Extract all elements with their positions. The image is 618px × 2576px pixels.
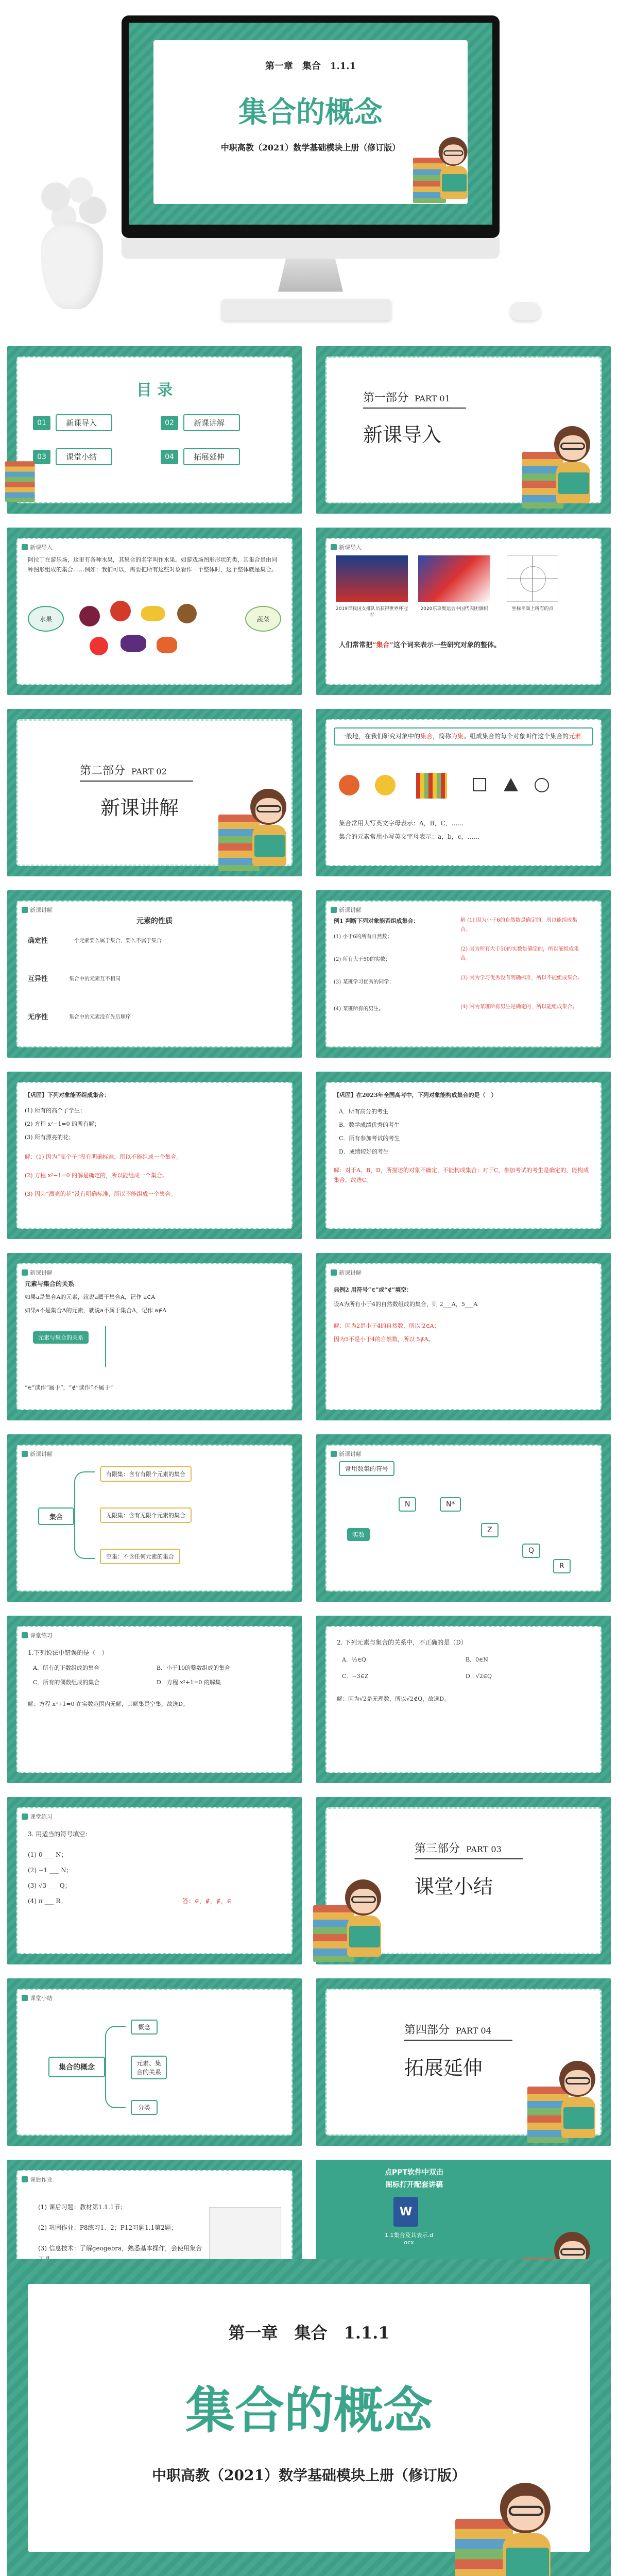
practice-q3: (3) √3 ___ Q；	[28, 1882, 71, 1889]
exercise-a1: 解：(1) 因为“高个子”没有明确标准，所以不能组成一个集合。	[25, 1154, 182, 1160]
vegetable-label-bubble: 蔬菜	[245, 606, 281, 632]
example-a4: (4) 因为某班所有男生是确定的，所以能组成集合。	[460, 1004, 578, 1010]
practice-title: 3. 用适当的符号填空：	[28, 1831, 92, 1838]
real-number-node: 实数	[347, 1528, 370, 1541]
girl-illustration	[313, 1874, 390, 1962]
monitor	[122, 15, 500, 238]
cover-subtitle: 中职高教（2021）数学基础模块上册（修订版）	[220, 143, 401, 152]
option-c: C．所有参加考试的考生	[339, 1135, 400, 1142]
toc-item-1[interactable]: 01 新课导入	[33, 414, 112, 431]
photo-caption-3: 坐标平面上所有的点	[511, 606, 554, 612]
slide-tag: 课堂练习	[22, 1812, 53, 1821]
property-3: 无序性	[28, 1013, 48, 1021]
fruit-label-bubble: 水果	[28, 606, 64, 632]
example-q2: (2) 所有大于50的实数；	[334, 957, 391, 962]
slide-set-classification[interactable]	[7, 1434, 302, 1602]
final-chapter: 第一章 集合 1.1.1	[228, 2323, 390, 2343]
exercise-title: 【巩固】下列对象能否组成集合：	[25, 1092, 110, 1098]
slide-tag: 新课讲解	[331, 906, 362, 914]
slide-example-2[interactable]	[316, 1253, 611, 1420]
slide-intro-fruits[interactable]	[7, 528, 302, 695]
exercise-a2: (2) 方程 x²−1=0 的解是确定的，所以能组成一个集合。	[25, 1172, 168, 1179]
part-divider	[404, 2040, 512, 2041]
example-title: 典例2 用符号“∈”或“∉”填空：	[334, 1286, 413, 1293]
slide-tag: 新课讲解	[331, 1268, 362, 1277]
option-b: B．0∈N	[466, 1656, 488, 1663]
part-divider	[80, 781, 193, 782]
practice-answer: 解：因为√2是无理数，所以√2∉Q，故选D。	[337, 1696, 450, 1702]
option-a: A．½∈Q	[342, 1656, 366, 1663]
option-a: A．所有高分的考生	[339, 1108, 388, 1115]
option-d: D．方程 x²+1=0 的解集	[157, 1679, 221, 1686]
girl-illustration	[5, 439, 61, 502]
membership-rule-2: 如果a不是集合A的元素，就说a不属于集合A，记作 a∉A	[25, 1307, 167, 1314]
slide-element-properties[interactable]	[7, 890, 302, 1058]
monitor-screen	[129, 23, 492, 225]
notice-line-1: 点PPT软件中双击	[384, 2168, 444, 2177]
part-title: 课堂小结	[415, 1875, 493, 1898]
option-b: B．数学成绩优秀的考生	[339, 1122, 400, 1128]
property-1: 确定性	[28, 937, 48, 945]
slide-intro-photos[interactable]	[316, 528, 611, 695]
slide-exercise-2[interactable]	[316, 1072, 611, 1239]
final-title: 集合的概念	[185, 2382, 433, 2439]
monitor-chin	[122, 238, 500, 259]
slide-summary[interactable]	[7, 1978, 302, 2146]
example-q1: (1) 小于6的所有自然数；	[334, 934, 392, 940]
definition-box: 一般地，在我们研究对象中的集合，简称为集。组成集合的每个对象叫作这个集合的元素	[334, 727, 593, 745]
membership-note: “∈”读作“属于”，“∉”读作“不属于”	[25, 1384, 113, 1391]
homework-line-1: (1) 课后习题：教材第1.1.1节；	[38, 2204, 127, 2211]
notice-line-2: 图标打开配套讲稿	[385, 2181, 443, 2189]
slide-part-04[interactable]	[316, 1978, 611, 2146]
final-subtitle: 中职高教（2021）数学基础模块上册（修订版）	[152, 2467, 466, 2484]
example-q1: 设A为所有小于4的自然数组成的集合，则 2___A，5___A	[334, 1301, 478, 1308]
part-title: 新课导入	[363, 423, 442, 446]
slide-tag: 新课导入	[22, 543, 53, 551]
membership-heading: 元素与集合的关系	[25, 1280, 75, 1287]
property-1-desc: 一个元素要么属于集合，要么不属于集合	[69, 938, 162, 944]
software-screenshot	[209, 2207, 281, 2264]
photo-caption-2: 2020东京奥运会中国代表团旗帜	[420, 606, 488, 612]
word-file-icon[interactable]: W	[393, 2197, 418, 2227]
option-c: C．所有的偶数组成的集合	[33, 1679, 100, 1686]
slide-number-sets[interactable]	[316, 1434, 611, 1602]
slide-toc[interactable]	[7, 346, 302, 514]
example-title: 例1 判断下列对象能否组成集合：	[334, 918, 419, 924]
exercise-q1: (1) 所有的高个子学生；	[25, 1107, 86, 1114]
part-header: 第三部分 PART 03	[415, 1842, 502, 1855]
slide-membership[interactable]	[7, 1253, 302, 1420]
example-a2: 因为5不是小于4的自然数，所以 5∉A。	[334, 1336, 434, 1343]
part-header: 第二部分 PART 02	[80, 765, 167, 777]
option-d: D．成绩较好的考生	[339, 1148, 389, 1155]
slide-tag: 课堂小结	[22, 1994, 53, 2002]
example-a3: (3) 因为学习优秀没有明确标准，所以不能组成集合。	[460, 975, 583, 981]
summary-center: 集合的概念	[48, 2057, 105, 2077]
membership-branch	[105, 1326, 167, 1367]
part-title: 拓展延伸	[404, 2057, 483, 2079]
part-divider	[363, 408, 466, 409]
girl-illustration	[527, 2056, 605, 2143]
cover-title: 集合的概念	[238, 96, 383, 129]
vase-decoration	[41, 222, 103, 309]
example-q3: (3) 某班学习优秀的同学；	[334, 979, 394, 985]
intro-text: 阿拉丁在游乐场，这里有各种水果，其集合的名字叫作水果。如游戏场图形形状的类，其集合是由同种图形组成的集合……例如：我们可以，需要把所有这些对象看作一个整体时，这个整体就是集合。	[28, 556, 277, 573]
example-a1: 解：因为2是小于4的自然数，所以 2∈A；	[334, 1323, 440, 1329]
slide-set-definition[interactable]	[316, 709, 611, 876]
membership-rule-1: 如果a是集合A的元素，就说a属于集合A，记作 a∈A	[25, 1294, 156, 1300]
summary-branch-1: 概念	[131, 2020, 158, 2035]
notation-line-1: 集合常用大写英文字母表示：A，B，C，……	[339, 820, 464, 827]
example-a1: 解 (1) 因为小于6的自然数是确定的，所以能组成集合。	[460, 918, 577, 933]
girl-illustration	[522, 421, 599, 509]
girl-illustration	[455, 2476, 563, 2576]
girl-illustration	[218, 784, 296, 871]
practice-q1: (1) 0 ___ N；	[28, 1851, 67, 1858]
photo-caption-1: 2019年我国女排队员获得世界杯冠军	[336, 606, 408, 618]
final-cover-slide	[7, 2259, 611, 2576]
girl-reading-illustration	[413, 133, 475, 203]
slide-example-1[interactable]	[316, 890, 611, 1058]
slide-part-02[interactable]	[7, 709, 302, 876]
slide-practice-3[interactable]	[7, 1797, 302, 1964]
part-header: 第四部分 PART 04	[404, 2024, 491, 2037]
example-q4: (4) 某班所有的男生。	[334, 1006, 384, 1012]
coordinate-plane-image	[507, 555, 558, 602]
exercise-q2: (2) 方程 x²−1=0 的所有解；	[25, 1121, 100, 1127]
exercise-q3: (3) 所有漂亮的花；	[25, 1134, 75, 1141]
slide-practice-1[interactable]	[7, 1616, 302, 1783]
homework-line-3: (3) 信息技术：了解geogebra，熟悉基本操作，会使用集合	[38, 2245, 202, 2252]
summary-brace	[105, 2026, 126, 2108]
keyboard	[221, 299, 391, 320]
collection-definition: 人们常常把“集合”这个词来表示一些研究对象的整体。	[339, 641, 501, 649]
slide-tag: 新课讲解	[22, 1268, 53, 1277]
option-a: A．所有的正数组成的集合	[33, 1665, 99, 1671]
volleyball-team-photo	[336, 555, 408, 602]
file-ext: ocx	[404, 2239, 414, 2246]
membership-chip: 元素与集合的关系	[33, 1331, 89, 1344]
notation-line-2: 集合的元素常用小写英文字母表示：a，b，c，……	[339, 833, 480, 840]
slide-exercise-1[interactable]	[7, 1072, 302, 1239]
number-sets-tree: N N* Z Q R	[388, 1487, 574, 1574]
slide-tag: 新课讲解	[22, 906, 53, 914]
summary-branch-2: 元素、集合的关系	[131, 2056, 167, 2079]
slide-tag: 课堂练习	[22, 1631, 53, 1639]
example-a2: (2) 因为所有大于50的实数是确定的，所以能组成集合。	[460, 946, 579, 961]
property-3-desc: 集合中的元素没有先后顺序	[69, 1014, 131, 1020]
toc-title: 目 录	[136, 381, 173, 399]
practice-question: 2. 下列元素与集合的关系中，不正确的是（D）	[337, 1639, 467, 1646]
slide-tag: 新课讲解	[331, 1450, 362, 1458]
example-objects	[339, 770, 586, 811]
classification-brace	[74, 1471, 95, 1559]
cover-chapter: 第一章 集合 1.1.1	[265, 61, 356, 72]
classification-infinite: 无限集：含有无限个元素的集合	[100, 1507, 192, 1523]
slide-tag: 新课导入	[331, 543, 362, 551]
exercise-a3: (3) 因为“漂亮的花”没有明确标准，所以不能组成一个集合。	[25, 1191, 177, 1197]
slide-part-01[interactable]	[316, 346, 611, 514]
olympic-flag-photo	[418, 555, 490, 602]
part-title: 新课讲解	[100, 796, 179, 819]
hero-section	[0, 0, 618, 330]
monitor-stand	[278, 259, 343, 292]
homework-line-2: (2) 巩固作业：P8练习1、2；P12习题1.1第2题；	[38, 2224, 177, 2231]
classification-center: 集合	[38, 1507, 74, 1525]
classification-empty: 空集：不含任何元素的集合	[100, 1549, 180, 1564]
properties-heading: 元素的性质	[136, 917, 173, 925]
option-d: D．√2∈Q	[466, 1673, 492, 1680]
classification-finite: 有限集：含有有限个元素的集合	[100, 1466, 192, 1482]
number-sets-title: 常用数集的符号	[339, 1461, 394, 1476]
file-name[interactable]: 1.1集合及其表示.d	[385, 2232, 433, 2239]
option-c: C．−3∈Z	[342, 1673, 369, 1680]
practice-question: 1.下列说法中错误的是（ ）	[28, 1649, 108, 1656]
practice-answer: 解：方程 x²+1=0 在实数范围内无解，其解集是空集，故选D。	[28, 1701, 188, 1707]
toc-item-3[interactable]: 03 课堂小结	[33, 448, 112, 465]
summary-branch-3: 分类	[131, 2100, 158, 2115]
property-2-desc: 集合中的元素互不相同	[69, 976, 121, 982]
part-divider	[415, 1858, 523, 1859]
slide-practice-2[interactable]	[316, 1616, 611, 1783]
property-2: 互异性	[28, 975, 48, 983]
toc-item-2[interactable]: 02 新课讲解	[161, 414, 240, 431]
exercise-title: 【巩固】在2023年全国高考中，下列对象能构成集合的是（ ）	[334, 1092, 497, 1098]
mouse	[510, 302, 541, 320]
option-b: B．小于10的整数组成的集合	[157, 1665, 231, 1671]
toc-item-4[interactable]: 04 拓展延伸	[161, 448, 240, 465]
practice-answer: 答：∈，∉，∉，∈	[182, 1897, 232, 1905]
slide-tag: 新课讲解	[22, 1450, 53, 1458]
slide-part-03[interactable]	[316, 1797, 611, 1964]
fruit-cluster	[74, 601, 213, 663]
slide-tag: 课后作业	[22, 2175, 53, 2183]
exercise-answer: 解：对于A、B、D，所描述的对象不确定，不能构成集合；对于C，参加考试的考生是确定的，能构成集合。故选C。	[334, 1167, 589, 1184]
practice-q2: (2) −1 ___ N；	[28, 1867, 73, 1874]
part-header: 第一部分 PART 01	[363, 392, 450, 404]
practice-q4: (4) π ___ R。	[28, 1897, 67, 1905]
